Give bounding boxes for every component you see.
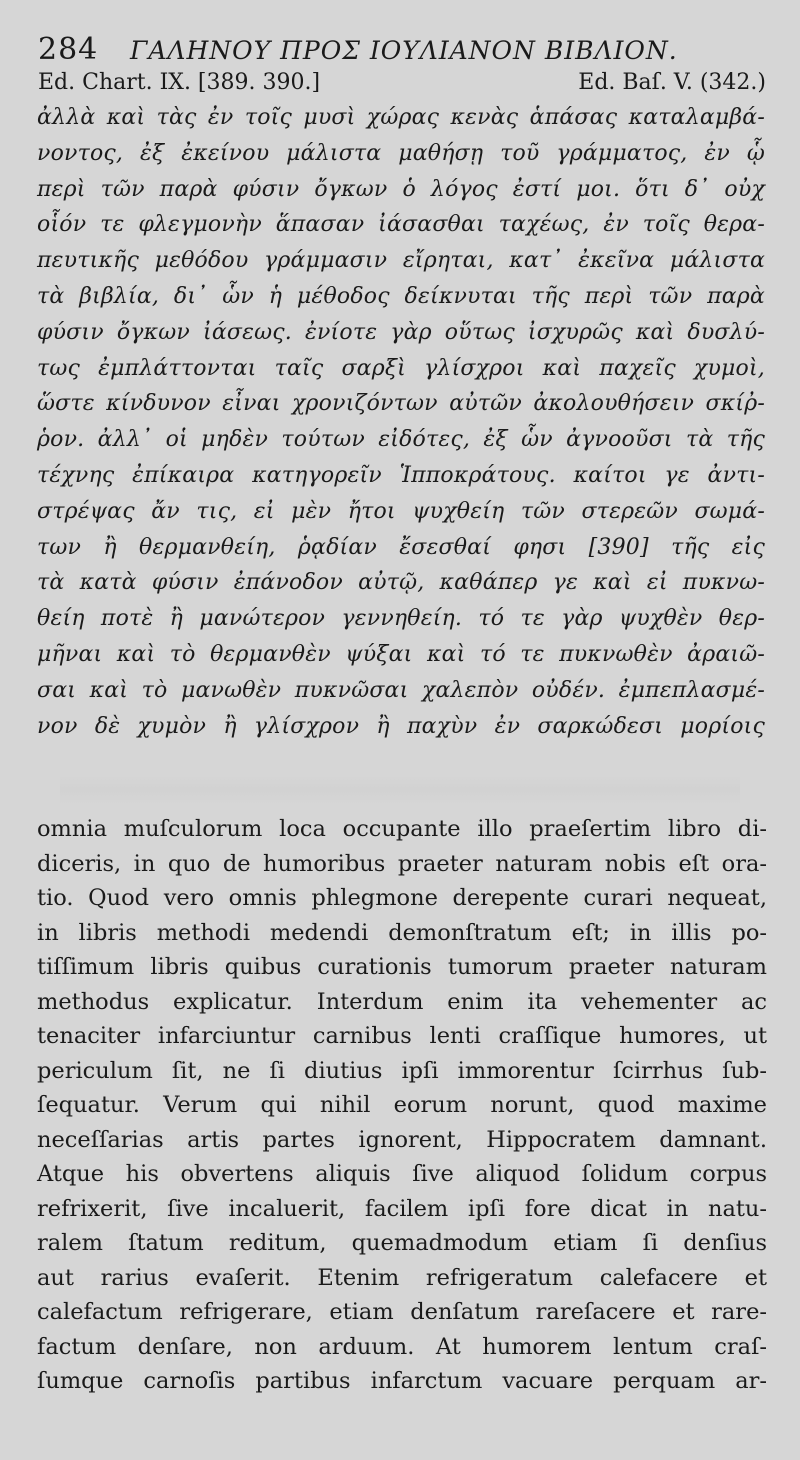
text-line: ἀλλὰ καὶ τὰς ἐν τοῖς μυσὶ χώρας κενὰς ἁπάσας καταλαμβά- (37, 105, 765, 130)
text-line: των ἢ θερμανθείη, ῥᾳδίαν ἔσεσθαί φησι [390] τῆς εἰς (37, 534, 765, 560)
text-line: θείη ποτὲ ἢ μανώτερον γεννηθείη. τό τε γὰρ ψυχθὲν θερ- (37, 606, 765, 632)
text-line: νον δὲ χυμὸν ἢ γλίσχρον ἢ παχὺν ἐν σαρκώδεσι μορίοις (37, 713, 765, 739)
text-line: οἷόν τε φλεγμονὴν ἅπασαν ἰάσασθαι ταχέως, ἐν τοῖς θερα- (37, 212, 765, 238)
text-line: ῥον. ἀλλ᾽ οἱ μηδὲν τούτων εἰδότες, ἐξ ὧν ἀγνοοῦσι τὰ τῆς (37, 427, 765, 453)
page-header (38, 28, 768, 68)
text-line: ſequatur. Verum qui nihil eorum norunt, quod maxime (37, 1092, 767, 1118)
text-line: factum denſare, non arduum. At humorem lentum craſ- (37, 1333, 767, 1360)
latin-text-block (37, 812, 767, 1399)
bleed-through-shadow (60, 775, 740, 805)
text-line: στρέψας ἄν τις, εἰ μὲν ἤτοι ψυχθείη τῶν στερεῶν σωμά- (37, 498, 765, 524)
text-line: μῆναι καὶ τὸ θερμανθὲν ψύξαι καὶ τό τε πυκνωθὲν ἀραιῶ- (37, 641, 765, 667)
greek-text-block (37, 100, 765, 744)
text-line: τέχνης ἐπίκαιρα κατηγορεῖν Ἱπποκράτους. καίτοι γε ἀντι- (37, 462, 765, 488)
text-line: ralem ſtatum reditum, quemadmodum etiam ſi denſius (37, 1230, 767, 1256)
text-line: Atque his obvertens aliquis ſive aliquod ſolidum corpus (37, 1161, 767, 1187)
text-line: tenaciter infarciuntur carnibus lenti craſſique humores, ut (37, 1023, 767, 1049)
text-line: periculum ſit, ne ſi diutius ipſi immorentur ſcirrhus ſub- (37, 1057, 767, 1084)
text-line: diceris, in quo de humoribus praeter naturam nobis eſt ora- (37, 850, 767, 877)
text-line: tiſſimum libris quibus curationis tumorum praeter naturam (37, 954, 767, 980)
text-line: πευτικῆς μεθόδου γράμμασιν εἴρηται, κατ᾽ ἐκεῖνα μάλιστα (37, 248, 765, 274)
text-line: ὥστε κίνδυνον εἶναι χρονιζόντων αὐτῶν ἀκολουθήσειν σκίῤ- (37, 391, 765, 417)
edition-chartier: Ed. Chart. IX. [389. 390.] (38, 70, 321, 95)
text-line: neceſſarias artis partes ignorent, Hippocratem damnant. (37, 1126, 767, 1153)
text-line: φύσιν ὄγκων ἰάσεως. ἐνίοτε γὰρ οὕτως ἰσχυρῶς καὶ δυσλύ- (37, 319, 765, 345)
text-line: omnia muſculorum loca occupante illo praeſertim libro di- (37, 816, 767, 842)
page-number: 284 (38, 32, 99, 67)
running-title: ΓΑΛΗΝΟΥ ΠΡΟΣ ΙΟΥΛΙΑΝΟΝ ΒΙΒΛΙΟΝ. (130, 36, 678, 65)
text-line: in libris methodi medendi demonſtratum eſt; in illis po- (37, 919, 767, 946)
text-line: tio. Quod vero omnis phlegmone derepente curari nequeat, (37, 885, 767, 911)
text-line: methodus explicatur. Interdum enim ita vehementer ac (37, 988, 767, 1015)
edition-references (38, 70, 766, 98)
text-line: ſumque carnoſis partibus infarctum vacuare perquam ar- (37, 1368, 767, 1394)
text-line: τὰ βιβλία, δι᾽ ὧν ἡ μέθοδος δείκνυται τῆς περὶ τῶν παρὰ (37, 283, 765, 309)
text-line: aut rarius evaſerit. Etenim refrigeratum calefacere et (37, 1264, 767, 1291)
text-line: calefactum refrigerare, etiam denſatum rareſacere et rare- (37, 1299, 767, 1325)
text-line: refrixerit, ſive incaluerit, facilem ipſi fore dicat in natu- (37, 1195, 767, 1222)
text-line: τὰ κατὰ φύσιν ἐπάνοδον αὐτῷ, καθάπερ γε καὶ εἰ πυκνω- (37, 570, 765, 596)
edition-basel: Ed. Baſ. V. (342.) (578, 70, 766, 95)
text-line: σαι καὶ τὸ μανωθὲν πυκνῶσαι χαλεπὸν οὐδέν. ἐμπεπλασμέ- (37, 677, 765, 703)
text-line: νοντος, ἐξ ἐκείνου μάλιστα μαθήσῃ τοῦ γράμματος, ἐν ᾧ (37, 140, 765, 166)
text-line: τως ἐμπλάττονται ταῖς σαρξὶ γλίσχροι καὶ παχεῖς χυμοὶ, (37, 355, 765, 381)
text-line: περὶ τῶν παρὰ φύσιν ὄγκων ὁ λόγος ἐστί μοι. ὅτι δ᾽ οὐχ (37, 176, 765, 202)
